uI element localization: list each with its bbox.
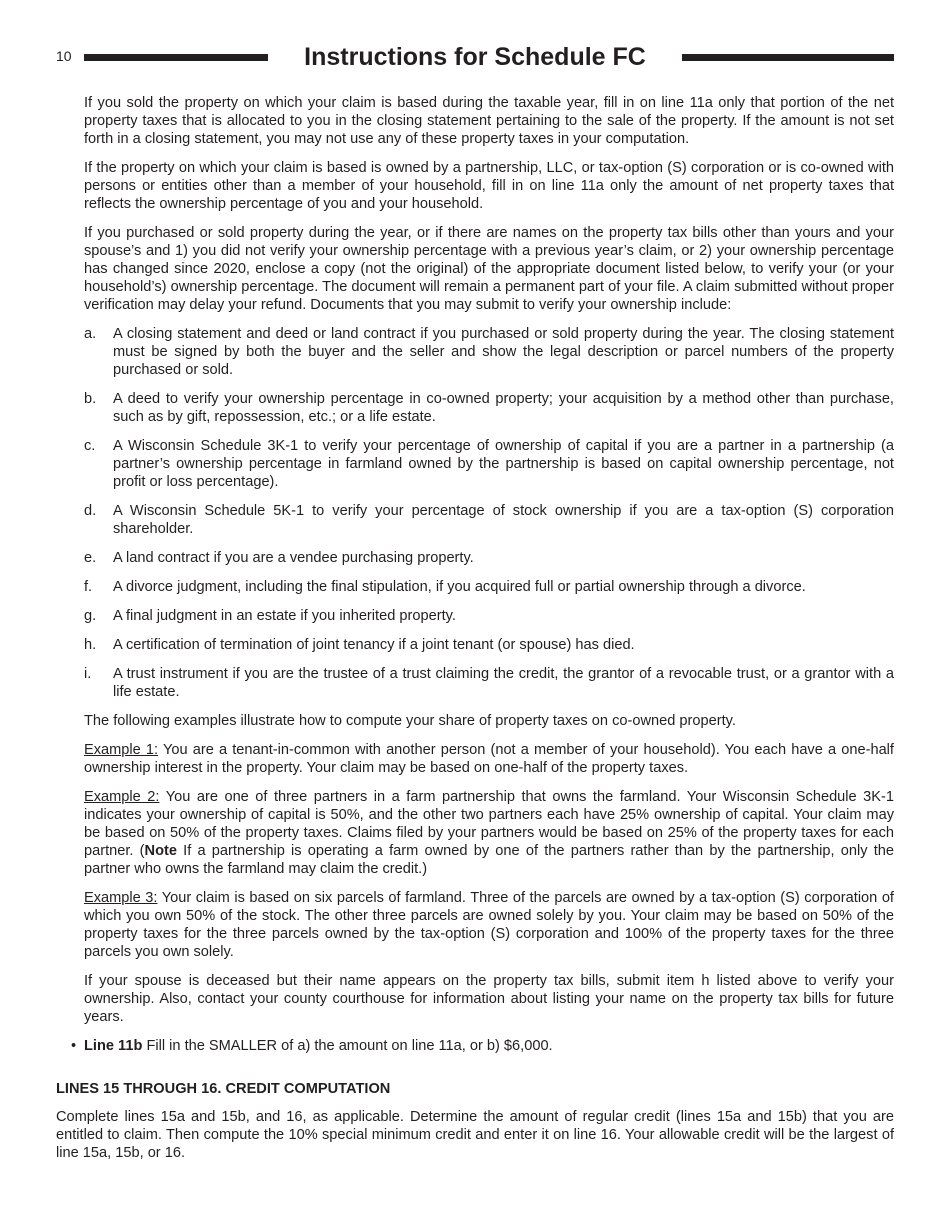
section-heading-credit-computation: LINES 15 THROUGH 16. CREDIT COMPUTATION (56, 1081, 391, 1097)
list-letter: c. (84, 438, 96, 454)
list-letter: i. (84, 666, 92, 682)
list-item-text: A divorce judgment, including the final stipulation, if you acquired full or partial ownership through a divorce. (113, 579, 806, 595)
paragraph-credit-computation: Complete lines 15a and 15b, and 16, as applicable. Determine the amount of regular credit (lines 15a and 15b) that you are entitled to claim. Then compute the 10% special minimum credit and enter it on line 16. Your allowable credit will be the largest of line 15a, 15b, or 16. (56, 1109, 894, 1161)
list-item (84, 665, 894, 701)
paragraph-sold-property: If you sold the property on which your claim is based during the taxable year, fill in on line 11a only that portion of the net property taxes that is allocated to you in the closing statement pertaining to the sale of the property. If the amount is not set forth in a closing statement, you may not use any of these property taxes in your computation. (84, 95, 894, 147)
list-item (84, 607, 894, 625)
page-number: 10 (56, 48, 72, 64)
note-label: Note (144, 843, 177, 859)
list-item (84, 437, 894, 491)
list-item (84, 636, 894, 654)
header-rule-right (682, 54, 894, 61)
example-1-text: You are a tenant-in-common with another person (not a member of your household). You each have a one-half ownership interest in the property. Your claim may be based on one-half of the property taxes. (84, 742, 894, 776)
example-3-label: Example 3: (84, 890, 158, 906)
example-3 (84, 889, 894, 961)
line-11b-instruction (56, 1037, 894, 1055)
list-letter: d. (84, 503, 97, 519)
paragraph-verification: If you purchased or sold property during the year, or if there are names on the property tax bills other than yours and your spouse’s and 1) you did not verify your ownership percentage with a previous year’s claim, or 2) your ownership percentage has changed since 2020, enclose a copy (not the original) of the appropriate document listed below, to verify your (or your household’s) ownership percentage. The document will remain a permanent part of your file. A claim submitted without proper verification may delay your refund. Documents that you may submit to verify your ownership include: (84, 225, 894, 313)
list-item-text: A Wisconsin Schedule 5K-1 to verify your percentage of stock ownership if you are a tax-option (S) corporation shareholder. (113, 503, 894, 537)
documents-list (84, 325, 894, 701)
example-1-label: Example 1: (84, 742, 159, 758)
list-letter: e. (84, 550, 97, 566)
paragraph-spouse-deceased: If your spouse is deceased but their name appears on the property tax bills, submit item h listed above to verify your ownership. Also, contact your county courthouse for information about listing your name on the property tax bills for future years. (84, 973, 894, 1025)
list-item-text: A certification of termination of joint tenancy if a joint tenant (or spouse) has died. (113, 637, 635, 653)
bullet-icon: • (71, 1038, 77, 1054)
list-item (84, 578, 894, 596)
list-item (84, 325, 894, 379)
list-letter: h. (84, 637, 97, 653)
document-body (56, 94, 894, 1173)
list-item-text: A trust instrument if you are the trustee of a trust claiming the credit, the grantor of a revocable trust, or a grantor with a life estate. (113, 666, 894, 700)
list-letter: f. (84, 579, 93, 595)
list-item-text: A land contract if you are a vendee purchasing property. (113, 550, 474, 566)
header-rule-left (84, 54, 268, 61)
list-item-text: A closing statement and deed or land contract if you purchased or sold property during the year. The closing statement must be signed by both the buyer and the seller and show the legal description or parcel numbers of the property purchased or sold. (113, 326, 894, 378)
list-item-text: A deed to verify your ownership percentage in co-owned property; your acquisition by a method other than purchase, such as by gift, repossession, etc.; or a life estate. (113, 391, 894, 425)
list-letter: a. (84, 326, 97, 342)
list-item (84, 502, 894, 538)
list-item-text: A Wisconsin Schedule 3K-1 to verify your percentage of ownership of capital if you are a partner in a partnership (a partner’s ownership percentage in farmland owned by the partnership is based on capital ownership percentage, not profit or loss percentage). (113, 438, 894, 490)
page-header (0, 40, 950, 74)
example-2 (84, 788, 894, 878)
example-3-text: Your claim is based on six parcels of farmland. Three of the parcels are owned by a tax-option (S) corporation of which you own 50% of the stock. The other three parcels are owned solely by you. Your claim may be based on 50% of the property taxes for the three parcels owned by the tax-option (S) corporation and 100% of the property taxes for the three parcels you own solely. (84, 890, 894, 960)
note-text: If a partnership is operating a farm owned by one of the partners rather than by the partnership, only the partner who owns the farmland may claim the credit.) (84, 843, 894, 877)
page-title: Instructions for Schedule FC (304, 43, 646, 71)
list-letter: g. (84, 608, 97, 624)
list-item-text: A final judgment in an estate if you inherited property. (113, 608, 456, 624)
example-1 (84, 741, 894, 777)
list-item (84, 390, 894, 426)
line-11b-text: Fill in the SMALLER of a) the amount on line 11a, or b) $6,000. (142, 1038, 553, 1054)
paragraph-partnership-owned: If the property on which your claim is based is owned by a partnership, LLC, or tax-option (S) corporation or is co-owned with persons or entities other than a member of your household, fill in on line 11a only the amount of net property taxes that reflects the ownership percentage of you and your household. (84, 160, 894, 212)
list-letter: b. (84, 391, 97, 407)
line-11b-label: Line 11b (84, 1038, 143, 1054)
example-2-text: You are one of three partners in a farm partnership that owns the farmland. Your Wisconsin Schedule 3K-1 indicates your ownership of capital is 50%, and the other two partners each have 25% ownership of capital. Your claim may be based on 50% of the property taxes. Claims filed by your partners would be based on 25% of the property taxes for each partner. ( (84, 789, 894, 859)
examples-intro: The following examples illustrate how to compute your share of property taxes on co-owned property. (84, 713, 736, 729)
list-item (84, 549, 894, 567)
example-2-label: Example 2: (84, 789, 160, 805)
